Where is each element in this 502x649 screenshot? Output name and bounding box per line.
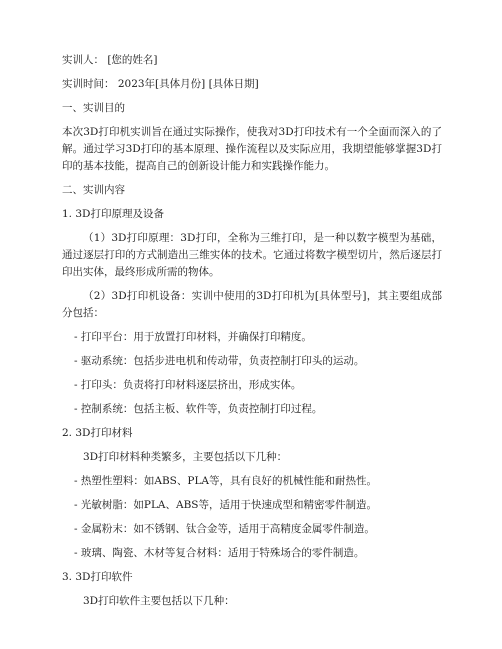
list-item: - 热塑性塑料：如ABS、PLA等，具有良好的机械性能和耐热性。 — [74, 475, 377, 487]
list-item: - 金属粉末：如不锈钢、钛合金等，适用于高精度金属零件制造。 — [74, 523, 375, 535]
item-title-principles: 1. 3D打印原理及设备 — [62, 208, 164, 220]
item-title-software: 3. 3D打印软件 — [62, 571, 133, 583]
section-heading-content: 二、实训内容 — [62, 184, 125, 196]
equipment-paragraph: （2）3D打印机设备：实训中使用的3D打印机为[具体型号]，其主要组成部分包括： — [62, 290, 442, 319]
list-item: - 打印头：负责将打印材料逐层挤出，形成实体。 — [74, 379, 302, 391]
software-intro: 3D打印软件主要包括以下几种： — [83, 595, 235, 607]
training-time-line: 实训时间： 2023年[具体月份] [具体日期] — [62, 78, 259, 90]
principle-paragraph: （1）3D打印原理：3D打印，全称为三维打印，是一种以数字模型为基础，通过逐层打印的方式制造出三维实体的技术。它通过将数字模型切片，然后逐层打印出实体，最终形成所需的物体。 — [62, 232, 442, 278]
list-item: - 光敏树脂：如PLA、ABS等，适用于快速成型和精密零件制造。 — [74, 499, 377, 511]
materials-intro: 3D打印材料种类繁多，主要包括以下几种： — [83, 451, 288, 463]
item-title-materials: 2. 3D打印材料 — [62, 427, 133, 439]
list-item: - 控制系统：包括主板、软件等，负责控制打印过程。 — [74, 403, 323, 415]
section-heading-purpose: 一、实训目的 — [62, 102, 125, 114]
trainee-line: 实训人： [您的姓名] — [62, 54, 158, 66]
document-page — [62, 52, 442, 610]
list-item: - 玻璃、陶瓷、木材等复合材料：适用于特殊场合的零件制造。 — [74, 547, 365, 559]
list-item: - 打印平台：用于放置打印材料，并确保打印精度。 — [74, 331, 312, 343]
purpose-paragraph: 本次3D打印机实训旨在通过实际操作，使我对3D打印技术有一个全面而深入的了解。通过学习3D打印的基本原理、操作流程以及实际应用，我期望能够掌握3D打印的基本技能，提高自己的创新设计能力和实践操作能力。 — [62, 126, 442, 172]
list-item: - 驱动系统：包括步进电机和传动带，负责控制打印头的运动。 — [74, 355, 365, 367]
